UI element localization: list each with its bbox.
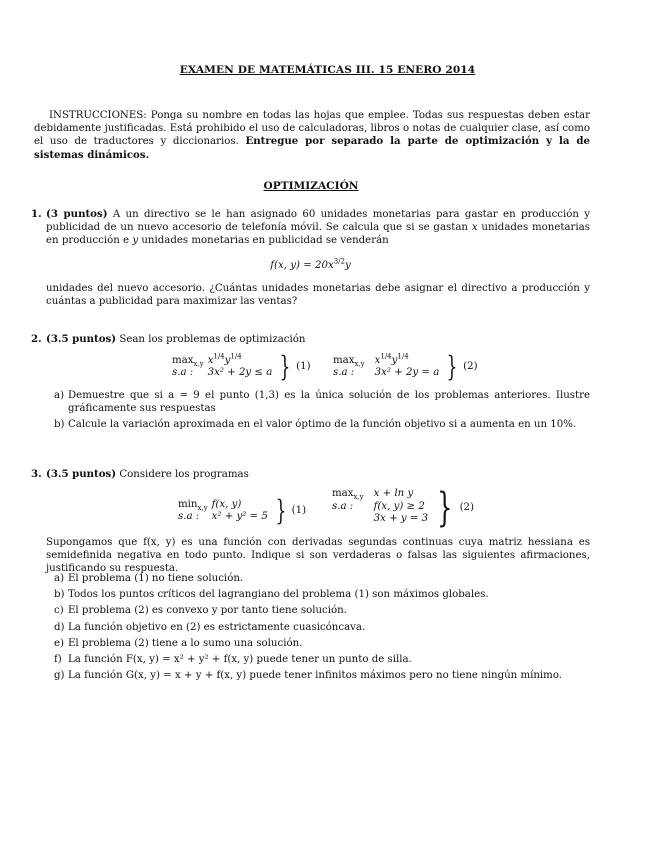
q1-text-d: unidades del nuevo accesorio. ¿Cuántas unidades monetarias debe asignar el directivo a producción y cuántas a publicidad para maximizar las ventas? — [46, 282, 590, 308]
q3-item-a-text: El problema (1) no tiene solución. — [68, 573, 244, 584]
q3-s2-opsub: x,y — [353, 493, 364, 502]
q2-s2-tag: (2) — [463, 360, 478, 372]
q1-formula-exp: 3/2 — [333, 257, 345, 266]
exam-title: EXAMEN DE MATEMÁTICAS III. 15 ENERO 2014 — [179, 64, 476, 76]
q3-item-f-label: f) — [54, 654, 62, 666]
q2-s1-brace: } — [279, 350, 291, 383]
q3-s1-st: s.a : — [178, 511, 200, 522]
q3-item-f-text: La función F(x, y) = x² + y² + f(x, y) puede tener un punto de silla. — [68, 654, 412, 666]
q3-s1-op: min — [178, 498, 198, 510]
q2-s1-constraint: 3x² + 2y ≤ a — [207, 367, 273, 378]
q3-item-b — [46, 588, 590, 601]
q3-system-1 — [178, 494, 310, 527]
q3-item-d — [46, 621, 590, 634]
q2-text: Sean los problemas de optimización — [119, 334, 306, 345]
q3-item-g — [46, 669, 590, 682]
question-1 — [31, 208, 591, 308]
q3-item-a-label: a) — [54, 573, 65, 584]
q3-s2-op: max — [332, 488, 354, 499]
q3-paragraph: Supongamos que f(x, y) es una función con derivadas segundas continuas cuya matriz hessiana es semidefinida negativa en todo punto. Indique si son verdaderas o falsas las siguientes afirmaciones, justificando su respuesta. — [46, 537, 590, 575]
q1-text-b: unidades monetarias en producción e — [46, 222, 590, 247]
section-title: OPTIMIZACIÓN — [263, 180, 359, 192]
q3-s2-constraint-2: 3x + y = 3 — [373, 513, 429, 524]
q3-points: (3.5 puntos) — [46, 468, 117, 480]
q3-s1-constraint: x² + y² = 5 — [211, 511, 268, 522]
q3-s2-constraint-1: f(x, y) ≥ 2 — [373, 500, 425, 512]
q2-system-2 — [333, 350, 482, 383]
q2-s1-op: max — [172, 354, 194, 366]
instructions-text: INSTRUCCIONES: Ponga su nombre en todas las hojas que emplee. Todas sus respuestas deben estar debidamente justificadas. Está prohibido el uso de calculadoras, libros o notas de cualquier clase, así como el uso de traductores y diccionarios. — [34, 110, 590, 148]
q2-system-1 — [172, 350, 315, 383]
q2-item-a-label: a) — [54, 390, 65, 401]
q3-item-d-label: d) — [54, 621, 65, 633]
q2-s2-obja: x — [374, 354, 381, 366]
q2-item-a-text: Demuestre que si a = 9 el punto (1,3) es la única solución de los problemas anteriores. Ilustre gráficamente sus respuestas — [68, 390, 590, 415]
q3-item-c-label: c) — [54, 605, 64, 617]
q2-s2-brace: } — [446, 350, 458, 383]
q3-s1-tag: (1) — [291, 504, 307, 516]
q2-s1-obja-exp: 1/4 — [213, 352, 225, 361]
q3-s2-brace: } — [437, 485, 453, 531]
q2-s1-obja: x — [207, 354, 214, 366]
q2-s1-opsub: x,y — [193, 359, 204, 368]
q1-text-a: A un directivo se le han asignado 60 unidades monetarias para gastar en producción y publicidad de un nuevo accesorio de telefonía móvil. Se calcula que si se gastan — [46, 209, 591, 234]
q1-points: (3 puntos) — [46, 208, 108, 220]
q3-item-a — [46, 572, 590, 585]
q2-s1-tag: (1) — [296, 360, 311, 372]
q2-item-b — [46, 418, 590, 431]
q2-s2-objb-exp: 1/4 — [397, 352, 409, 361]
q3-s2-obj: x + ln y — [373, 488, 414, 499]
q3-s2-tag: (2) — [459, 501, 475, 513]
q2-s2-constraint: 3x² + 2y = a — [374, 367, 440, 378]
instructions — [34, 109, 590, 162]
q1-var-x: x — [471, 222, 478, 234]
q3-item-c — [46, 604, 590, 617]
q1-formula — [46, 259, 590, 272]
q3-item-e-text: El problema (2) tiene a lo sumo una solución. — [68, 637, 303, 649]
q3-s1-brace: } — [275, 494, 287, 527]
q2-s1-st: s.a : — [172, 367, 194, 378]
question-3 — [31, 468, 590, 481]
q3-item-c-text: El problema (2) es convexo y por tanto tiene solución. — [68, 605, 347, 617]
q3-system-2 — [332, 485, 478, 531]
q3-s2-st: s.a : — [332, 500, 354, 512]
q3-s1-opsub: x,y — [197, 503, 208, 512]
q2-s1-objb-exp: 1/4 — [230, 352, 242, 361]
q3-item-e-label: e) — [54, 637, 65, 649]
q3-item-e — [46, 637, 590, 650]
q1-formula-lhs: f(x, y) = 20x — [270, 259, 334, 271]
q3-item-d-text: La función objetivo en (2) es estrictamente cuasicóncava. — [68, 621, 366, 633]
q2-s2-op: max — [333, 354, 355, 366]
q2-s2-opsub: x,y — [354, 359, 365, 368]
q2-item-b-label: b) — [54, 419, 65, 431]
q3-item-f — [46, 653, 590, 666]
q3-item-g-label: g) — [54, 670, 65, 682]
question-2 — [31, 333, 590, 346]
q1-formula-rhs: y — [344, 259, 351, 271]
q1-var-y: y — [132, 235, 139, 247]
q3-s1-obj: f(x, y) — [211, 498, 242, 510]
q2-s2-objb: y — [391, 354, 398, 366]
q2-items — [46, 389, 590, 432]
q2-points: (3.5 puntos) — [46, 333, 117, 345]
q3-number: 3. — [31, 468, 42, 480]
q3-item-g-text: La función G(x, y) = x + y + f(x, y) puede tener infinitos máximos pero no tiene ningún mínimo. — [68, 670, 563, 682]
q3-item-b-label: b) — [54, 589, 65, 601]
q2-item-b-text: Calcule la variación aproximada en el valor óptimo de la función objetivo si a aumenta en un 10%. — [68, 419, 577, 431]
q2-item-a — [46, 389, 590, 415]
q2-number: 2. — [31, 333, 42, 345]
q3-text: Considere los programas — [119, 469, 249, 480]
instructions-bold: Entregue por separado la parte de optimización y la de sistemas dinámicos. — [34, 135, 590, 161]
q3-items — [46, 572, 590, 682]
q1-number: 1. — [31, 208, 42, 220]
q2-s1-objb: y — [224, 354, 231, 366]
q1-text-c: unidades monetarias en publicidad se venderán — [141, 235, 389, 247]
q2-s2-obja-exp: 1/4 — [380, 352, 392, 361]
q2-s2-st: s.a : — [333, 367, 355, 378]
q3-item-b-text: Todos los puntos críticos del lagrangiano del problema (1) son máximos globales. — [68, 589, 489, 601]
